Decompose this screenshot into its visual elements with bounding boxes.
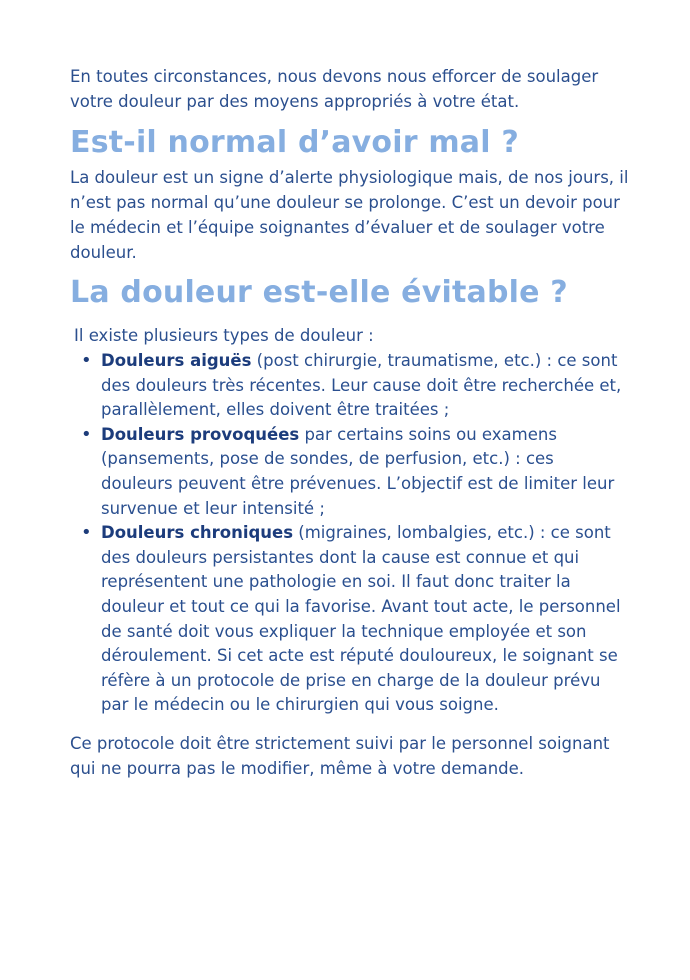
list-item-term: Douleurs chroniques <box>101 523 294 543</box>
document-page <box>70 64 630 781</box>
types-lead: Il existe plusieurs types de douleur : <box>74 326 374 345</box>
list-item <box>81 423 630 521</box>
list-item-term: Douleurs aiguës <box>101 351 252 370</box>
bullet-icon: • <box>81 350 92 371</box>
pain-types-list <box>70 349 630 718</box>
list-item <box>81 521 630 718</box>
list-item-text: (post chirurgie, traumatisme, etc.) : ce sont des douleurs très récentes. Leur cause doit être recherchée et, parallèlement, elles doivent être traitées ; <box>101 351 622 420</box>
list-item-text: par certains soins ou examens (pansements, pose de sondes, de perfusion, etc.) : ces douleurs peuvent être prévenues. L’objectif est de limiter leur survenue et leur intensité ; <box>101 424 615 518</box>
bullet-icon: • <box>81 423 92 445</box>
list-item <box>81 349 630 423</box>
section-body-normal: La douleur est un signe d’alerte physiologique mais, de nos jours, il n’est pas normal qu’une douleur se prolonge. C’est un devoir pour le médecin et l’équipe soignantes d’évaluer et de soulager votre douleur. <box>70 168 629 262</box>
bullet-icon: • <box>81 522 92 544</box>
list-item-text: (migraines, lombalgies, etc.) : ce sont des douleurs persistantes dont la cause est connue et qui représentent une pathologie en soi. Il faut donc traiter la douleur et tout ce qui la favorise. Avant tout acte, le personnel de santé doit vous expliquer la technique employée et son déroulement. Si cet acte est réputé douloureux, le soignant se réfère à un protocole de prise en charge de la douleur prévu par le médecin ou le chirurgien qui vous soigne. <box>101 523 621 715</box>
outro-paragraph: Ce protocole doit être strictement suivi par le personnel soignant qui ne pourra pas le modifier, même à votre demande. <box>70 733 610 778</box>
section-title-evitable: La douleur est-elle évitable ? <box>70 275 568 310</box>
list-item-term: Douleurs provoquées <box>101 424 300 444</box>
section-title-normal: Est-il normal d’avoir mal ? <box>70 125 519 160</box>
intro-paragraph: En toutes circonstances, nous devons nous efforcer de soulager votre douleur par des moyens appropriés à votre état. <box>70 67 599 111</box>
